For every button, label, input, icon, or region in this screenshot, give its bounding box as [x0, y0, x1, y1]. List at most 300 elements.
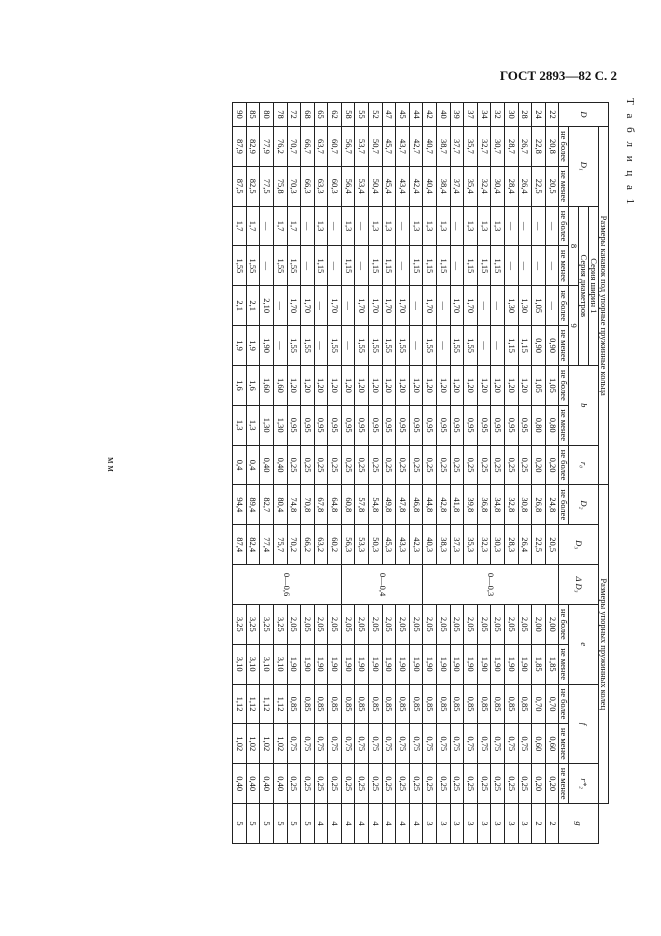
table-cell: 40: [437, 103, 451, 127]
table-cell: 0,75: [491, 724, 505, 764]
table-cell: 4: [396, 804, 410, 844]
table-row: [260, 103, 274, 844]
table-cell: 0,25: [328, 445, 342, 485]
table-cell: 75,8: [273, 166, 287, 206]
table-cell: 1,3: [437, 206, 451, 246]
table-cell: 0,25: [491, 445, 505, 485]
table-cell: 0,25: [369, 445, 383, 485]
table-cell: 42: [423, 103, 437, 127]
table-cell: 30,7: [491, 127, 505, 167]
table-cell: 50,4: [369, 166, 383, 206]
table-cell: 0,25: [518, 764, 532, 804]
table-cell: 1,20: [328, 365, 342, 405]
table-cell: 66,7: [301, 127, 315, 167]
table-cell: 2,05: [505, 604, 519, 644]
dimensions-table: [232, 102, 609, 844]
table-cell: 0,95: [382, 405, 396, 445]
table-cell: 57,8: [355, 485, 369, 525]
table-cell: 0,20: [532, 764, 546, 804]
table-cell: 5: [246, 804, 260, 844]
table-cell: 0,25: [328, 764, 342, 804]
table-cell: 0,25: [505, 445, 519, 485]
table-cell: 45,7: [382, 127, 396, 167]
table-cell: 0,25: [341, 445, 355, 485]
table-cell: 70,8: [301, 485, 315, 525]
table-cell: 0,95: [409, 405, 423, 445]
table-cell: —: [355, 246, 369, 286]
table-cell: 0,85: [287, 684, 301, 724]
table-row: [369, 103, 383, 844]
table-cell: 90: [233, 103, 247, 127]
table-cell: 0,25: [355, 445, 369, 485]
table-cell: 55: [355, 103, 369, 127]
table-cell: 42,7: [409, 127, 423, 167]
table-row: [505, 103, 519, 844]
table-row: [423, 103, 437, 844]
table-cell: 38,7: [437, 127, 451, 167]
table-cell: 0,85: [369, 684, 383, 724]
table-cell: 1,70: [369, 286, 383, 326]
table-cell: —: [301, 246, 315, 286]
table-cell: 1,55: [287, 326, 301, 366]
table-row: [314, 103, 328, 844]
table-cell: 1,20: [301, 365, 315, 405]
table-cell: 0,75: [450, 724, 464, 764]
table-cell: 0,75: [301, 724, 315, 764]
table-cell: —: [260, 246, 274, 286]
table-cell: 0,80: [532, 405, 546, 445]
table-cell: 1,20: [396, 365, 410, 405]
table-row: [532, 103, 546, 844]
table-cell: 2,05: [518, 604, 532, 644]
table-cell: 1,20: [382, 365, 396, 405]
table-cell: 1,90: [464, 644, 478, 684]
tolerance-cell: 0—0,6: [233, 565, 342, 605]
header-D2: D₂: [569, 485, 599, 525]
sub-nb: не более: [559, 127, 569, 167]
table-cell: 0,95: [491, 405, 505, 445]
table-cell: —: [505, 246, 519, 286]
table-cell: 32: [491, 103, 505, 127]
sub-nm: не менее: [559, 764, 569, 804]
table-cell: 1,55: [382, 326, 396, 366]
table-cell: 1,20: [491, 365, 505, 405]
table-cell: 0,25: [396, 764, 410, 804]
table-cell: 28,3: [505, 525, 519, 565]
header-series-8: 8: [569, 206, 579, 286]
table-cell: 1,12: [246, 684, 260, 724]
table-cell: 0,75: [328, 724, 342, 764]
table-cell: 4: [314, 804, 328, 844]
table-cell: 0,20: [532, 445, 546, 485]
table-cell: 30: [505, 103, 519, 127]
table-cell: 76,2: [273, 127, 287, 167]
table-cell: 37,4: [450, 166, 464, 206]
table-cell: 1,20: [341, 365, 355, 405]
table-cell: 1,15: [518, 326, 532, 366]
table-cell: 53,4: [355, 166, 369, 206]
header-groove-group: Размеры канавок под упорные пружинные кольца: [599, 127, 609, 485]
table-cell: —: [396, 206, 410, 246]
table-cell: 0,95: [464, 405, 478, 445]
table-cell: 44,8: [423, 485, 437, 525]
table-cell: 85: [246, 103, 260, 127]
table-cell: 66,2: [301, 525, 315, 565]
table-cell: 1,55: [396, 326, 410, 366]
sub-nb: не более: [559, 684, 569, 724]
table-cell: 0,95: [369, 405, 383, 445]
header-diam-series: Серия диаметров: [579, 206, 589, 365]
table-cell: 37: [464, 103, 478, 127]
table-cell: —: [301, 206, 315, 246]
table-cell: 39,8: [464, 485, 478, 525]
table-cell: 0,20: [545, 445, 559, 485]
table-cell: —: [396, 246, 410, 286]
table-cell: 3: [518, 804, 532, 844]
table-cell: 0,25: [341, 764, 355, 804]
table-cell: 36,8: [477, 485, 491, 525]
table-cell: 94,4: [233, 485, 247, 525]
table-row: [396, 103, 410, 844]
header-e: e: [569, 604, 599, 684]
table-cell: 82,5: [246, 166, 260, 206]
table-cell: —: [532, 246, 546, 286]
table-row: [233, 103, 247, 844]
sub-nb: не более: [559, 604, 569, 644]
table-cell: 60,8: [341, 485, 355, 525]
table-cell: 0,95: [301, 405, 315, 445]
table-cell: 1,90: [437, 644, 451, 684]
table-cell: 1,12: [273, 684, 287, 724]
table-cell: 0,95: [287, 405, 301, 445]
table-cell: 2,05: [355, 604, 369, 644]
header-series-9: 9: [569, 286, 579, 366]
table-cell: 0,25: [477, 445, 491, 485]
table-cell: 35,4: [464, 166, 478, 206]
table-cell: 5: [233, 804, 247, 844]
table-cell: 0,75: [314, 724, 328, 764]
table-cell: 1,6: [246, 365, 260, 405]
table-cell: 0,25: [491, 764, 505, 804]
table-cell: 2: [545, 804, 559, 844]
table-cell: 1,15: [409, 246, 423, 286]
table-cell: 30,3: [491, 525, 505, 565]
table-cell: 28,7: [505, 127, 519, 167]
table-cell: 1,20: [369, 365, 383, 405]
table-cell: 3,25: [233, 604, 247, 644]
table-cell: 72: [287, 103, 301, 127]
table-cell: 32,8: [505, 485, 519, 525]
table-cell: 0,95: [396, 405, 410, 445]
table-cell: 1,05: [532, 365, 546, 405]
table-cell: 1,55: [450, 326, 464, 366]
table-cell: 1,9: [233, 326, 247, 366]
header-g: g: [559, 804, 599, 844]
table-cell: 65: [314, 103, 328, 127]
table-cell: —: [341, 286, 355, 326]
table-cell: 1,70: [287, 286, 301, 326]
table-cell: 30,4: [491, 166, 505, 206]
table-cell: 46,8: [409, 485, 423, 525]
table-cell: —: [450, 206, 464, 246]
table-cell: —: [545, 286, 559, 326]
table-cell: 1,7: [246, 206, 260, 246]
table-cell: 0,75: [396, 724, 410, 764]
table-cell: 1,90: [505, 644, 519, 684]
table-cell: 5: [301, 804, 315, 844]
table-caption: [622, 98, 636, 208]
table-row: [464, 103, 478, 844]
table-cell: 0,85: [491, 684, 505, 724]
table-cell: 0,25: [382, 764, 396, 804]
table-cell: 0,25: [423, 445, 437, 485]
table-cell: 78: [273, 103, 287, 127]
table-cell: 4: [409, 804, 423, 844]
table-cell: 60,2: [328, 525, 342, 565]
table-cell: 0,75: [355, 724, 369, 764]
header-b: b: [569, 365, 599, 445]
table-cell: 1,70: [464, 286, 478, 326]
table-cell: 39: [450, 103, 464, 127]
table-cell: 2,05: [464, 604, 478, 644]
table-cell: 1,15: [437, 246, 451, 286]
table-cell: 53,7: [355, 127, 369, 167]
table-cell: 1,20: [450, 365, 464, 405]
table-cell: 1,55: [301, 326, 315, 366]
table-cell: 0,85: [409, 684, 423, 724]
table-row: [437, 103, 451, 844]
table-cell: 1,30: [518, 286, 532, 326]
table-cell: 2,05: [491, 604, 505, 644]
table-cell: 32,7: [477, 127, 491, 167]
table-cell: 0,75: [505, 724, 519, 764]
table-body: [233, 103, 559, 844]
table-cell: 1,20: [355, 365, 369, 405]
sub-nm: не менее: [559, 405, 569, 445]
table-cell: —: [314, 326, 328, 366]
table-row: [273, 103, 287, 844]
table-cell: 47,8: [396, 485, 410, 525]
table-cell: 3,10: [260, 644, 274, 684]
tolerance-cell: 0—0,3: [423, 565, 559, 605]
table-cell: 35,7: [464, 127, 478, 167]
table-cell: 2,05: [287, 604, 301, 644]
table-cell: —: [518, 206, 532, 246]
table-cell: 1,20: [464, 365, 478, 405]
table-cell: 41,8: [450, 485, 464, 525]
table-cell: 67,8: [314, 485, 328, 525]
table-cell: 0,85: [423, 684, 437, 724]
table-cell: 3: [450, 804, 464, 844]
table-cell: 0,85: [328, 684, 342, 724]
table-cell: 0,95: [450, 405, 464, 445]
table-cell: 26,8: [532, 485, 546, 525]
table-cell: 26,4: [518, 166, 532, 206]
table-cell: 1,20: [505, 365, 519, 405]
table-cell: 1,90: [287, 644, 301, 684]
table-cell: —: [545, 246, 559, 286]
table-cell: 0,25: [287, 764, 301, 804]
table-cell: —: [491, 326, 505, 366]
table-cell: 1,05: [545, 365, 559, 405]
table-cell: 0,25: [437, 764, 451, 804]
table-cell: 0,25: [314, 445, 328, 485]
table-cell: 0,25: [437, 445, 451, 485]
table-cell: 0,75: [369, 724, 383, 764]
table-row: [246, 103, 260, 844]
table-cell: 2,05: [341, 604, 355, 644]
table-cell: 1,3: [464, 206, 478, 246]
table-cell: 0,75: [477, 724, 491, 764]
table-cell: 0,75: [382, 724, 396, 764]
table-cell: 4: [328, 804, 342, 844]
table-cell: 20,8: [545, 127, 559, 167]
table-cell: 1,20: [518, 365, 532, 405]
header-D3: D₃: [559, 525, 599, 565]
table-cell: 43,7: [396, 127, 410, 167]
table-cell: 22: [545, 103, 559, 127]
table-cell: 49,8: [382, 485, 396, 525]
table-cell: 1,7: [273, 206, 287, 246]
table-cell: 4: [382, 804, 396, 844]
table-cell: 1,55: [287, 246, 301, 286]
table-cell: 77,9: [260, 127, 274, 167]
table-cell: 37,3: [450, 525, 464, 565]
table-row: [477, 103, 491, 844]
table-cell: 1,90: [450, 644, 464, 684]
table-cell: 1,55: [328, 326, 342, 366]
table-cell: 3,10: [246, 644, 260, 684]
table-cell: —: [341, 326, 355, 366]
table-cell: 1,3: [341, 206, 355, 246]
table-cell: 0,75: [464, 724, 478, 764]
table-cell: 0,95: [423, 405, 437, 445]
table-cell: 0,25: [314, 764, 328, 804]
table-cell: 0,85: [341, 684, 355, 724]
table-cell: 1,55: [423, 326, 437, 366]
table-cell: 0,25: [396, 445, 410, 485]
table-cell: 50,3: [369, 525, 383, 565]
table-cell: 1,90: [477, 644, 491, 684]
table-cell: 87,4: [233, 525, 247, 565]
table-cell: 3: [505, 804, 519, 844]
table-cell: 56,4: [341, 166, 355, 206]
table-cell: 2,05: [301, 604, 315, 644]
table-cell: 1,3: [491, 206, 505, 246]
table-cell: 75,7: [273, 525, 287, 565]
table-cell: —: [491, 286, 505, 326]
table-cell: 0,4: [246, 445, 260, 485]
table-cell: 24: [532, 103, 546, 127]
table-cell: 28,4: [505, 166, 519, 206]
table-cell: 1,55: [273, 246, 287, 286]
table-cell: 63,3: [314, 166, 328, 206]
table-cell: 0,95: [518, 405, 532, 445]
table-cell: 0,25: [301, 764, 315, 804]
table-row: [287, 103, 301, 844]
table-cell: 2,05: [369, 604, 383, 644]
table-cell: 0,85: [437, 684, 451, 724]
table-cell: 2,05: [437, 604, 451, 644]
table-cell: 56,3: [341, 525, 355, 565]
table-cell: 1,30: [505, 286, 519, 326]
table-cell: —: [273, 286, 287, 326]
table-cell: 1,70: [450, 286, 464, 326]
table-cell: 82,7: [260, 485, 274, 525]
table-cell: 0,25: [369, 764, 383, 804]
table-cell: 1,15: [341, 246, 355, 286]
table-row: [518, 103, 532, 844]
table-cell: 0,25: [450, 764, 464, 804]
sub-nm: не менее: [559, 644, 569, 684]
table-cell: 2,1: [233, 286, 247, 326]
tolerance-cell: 0—0,4: [341, 565, 423, 605]
table-cell: 42,8: [437, 485, 451, 525]
table-cell: 34,8: [491, 485, 505, 525]
table-cell: 40,7: [423, 127, 437, 167]
table-cell: —: [273, 326, 287, 366]
table-cell: 1,70: [355, 286, 369, 326]
table-cell: 0,40: [273, 445, 287, 485]
table-cell: 1,70: [423, 286, 437, 326]
table-cell: 0,60: [545, 724, 559, 764]
table-cell: 64,8: [328, 485, 342, 525]
table-cell: 0,75: [437, 724, 451, 764]
table-cell: 0,85: [477, 684, 491, 724]
table-cell: 0,20: [545, 764, 559, 804]
table-cell: 0,95: [477, 405, 491, 445]
table-cell: 0,25: [287, 445, 301, 485]
table-cell: 1,20: [423, 365, 437, 405]
table-cell: 0,85: [518, 684, 532, 724]
table-caption-text: Т а б л и ц а 1: [624, 98, 636, 208]
header-f: f: [569, 684, 599, 764]
table-cell: 2,05: [423, 604, 437, 644]
table-row: [355, 103, 369, 844]
table-row: [328, 103, 342, 844]
table-cell: 0,75: [341, 724, 355, 764]
header-D1: D₁: [569, 127, 599, 207]
table-cell: —: [328, 206, 342, 246]
table-cell: —: [477, 326, 491, 366]
table-cell: 0,25: [464, 445, 478, 485]
table-cell: 32,4: [477, 166, 491, 206]
table-cell: 0,85: [301, 684, 315, 724]
table-cell: 0,40: [260, 445, 274, 485]
table-cell: 0,25: [423, 764, 437, 804]
table-cell: 1,02: [260, 724, 274, 764]
table-cell: 44: [409, 103, 423, 127]
table-cell: 1,02: [273, 724, 287, 764]
table-cell: 3: [437, 804, 451, 844]
table-cell: 1,15: [314, 246, 328, 286]
unit-label: мм: [104, 457, 116, 474]
table-cell: 22,8: [532, 127, 546, 167]
table-cell: 50,7: [369, 127, 383, 167]
table-cell: 0,85: [382, 684, 396, 724]
table-cell: 1,20: [314, 365, 328, 405]
table-cell: 1,02: [246, 724, 260, 764]
table-cell: 0,95: [437, 405, 451, 445]
table-cell: 60,7: [328, 127, 342, 167]
sub-nm: не менее: [559, 166, 569, 206]
table-row: [545, 103, 559, 844]
table-cell: 1,90: [382, 644, 396, 684]
table-cell: 40,4: [423, 166, 437, 206]
table-cell: 0,25: [409, 445, 423, 485]
table-cell: —: [409, 326, 423, 366]
table-cell: 37,7: [450, 127, 464, 167]
